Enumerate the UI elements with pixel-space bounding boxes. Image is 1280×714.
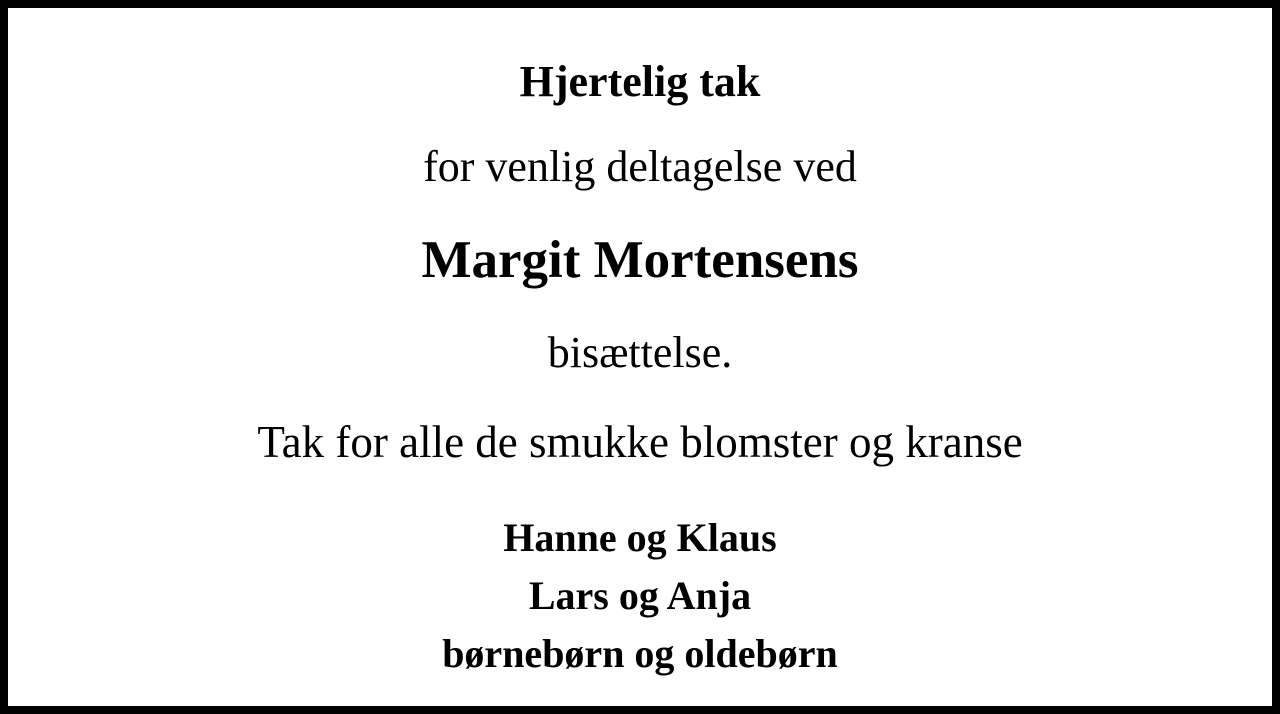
notice-participation-line: for venlig deltagelse ved xyxy=(423,142,857,191)
notice-ceremony-line: bisættelse. xyxy=(547,328,733,377)
notice-flowers-line: Tak for alle de smukke blomster og kranse xyxy=(257,417,1023,467)
notice-heading: Hjertelig tak xyxy=(519,57,761,106)
notice-deceased-name: Margit Mortensens xyxy=(421,231,859,289)
notice-signature-block xyxy=(8,509,1272,683)
signature-line: børnebørn og oldebørn xyxy=(442,631,838,676)
signature-line: Hanne og Klaus xyxy=(503,515,777,560)
signature-line: Lars og Anja xyxy=(528,573,752,618)
thank-you-notice-card xyxy=(8,8,1272,706)
